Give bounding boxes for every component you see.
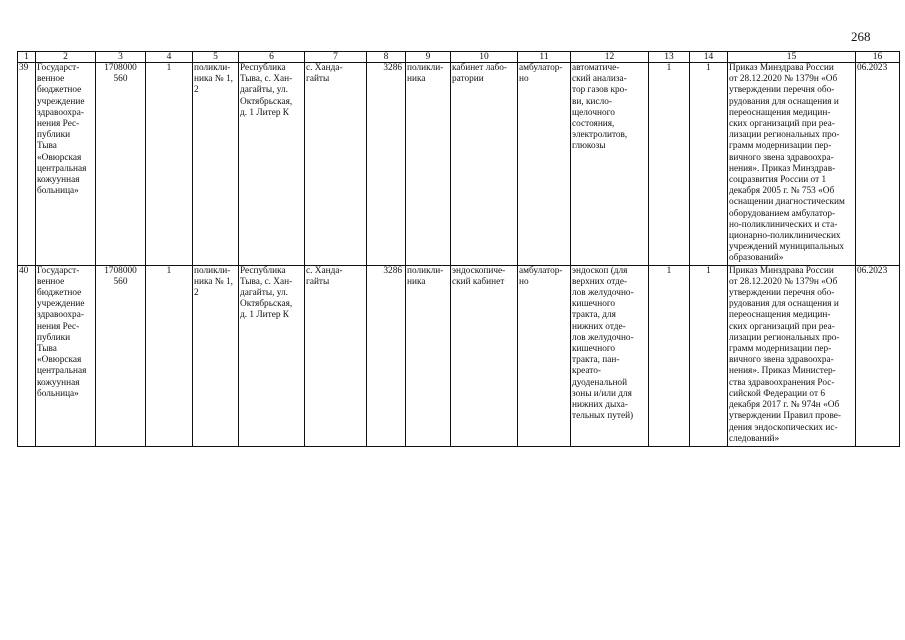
delivery-date: 06.2023 (857, 265, 888, 276)
quantity-required: 1 (666, 265, 672, 276)
table-row (18, 63, 900, 266)
column-header: 5 (193, 52, 239, 63)
population: 3286 (383, 63, 402, 73)
organization-name: Государст- венное бюджетное учреждение здравоохра- нения Рес- публики Тыва «Овюрская центральная кожуунная больница» (37, 265, 87, 399)
organization-name: Государст- венное бюджетное учреждение здравоохра- нения Рес- публики Тыва «Овюрская центральная кожуунная больница» (37, 63, 87, 197)
column-header: 3 (96, 52, 146, 63)
page-number: 268 (851, 29, 871, 44)
column-header: 12 (571, 52, 649, 63)
column-header: 4 (146, 52, 193, 63)
table-row (18, 265, 900, 446)
care-conditions: амбулатор- но (519, 63, 563, 85)
organization-code: 1708000 560 (104, 63, 137, 85)
settlement: с. Ханда- гайты (306, 63, 343, 85)
column-header: 11 (518, 52, 571, 63)
column-header: 9 (406, 52, 451, 63)
subdivision: поликли- ника № 1, 2 (194, 63, 233, 96)
column-header: 8 (367, 52, 406, 63)
regulatory-basis: Приказ Минздрава России от 28.12.2020 № 1379н «Об утверждении перечня обо- рудования для оснащения и переоснащения медицин- ских организаций при реа- лизации региональных про- грамм модернизации пер- вичного звена здравоохра- нения». Приказ Минздрав- соцразвития России от 1 декабря 2005 г. № 753 «Об оснащении диагностическим оборудованием амбулатор- но-поликлинических и ста- ционарно-поликлинических учреждений муниципальных образований» (729, 63, 845, 264)
address: Республика Тыва, с. Хан- дагайты, ул. Октябрьская, д. 1 Литер К (240, 265, 293, 321)
care-conditions: амбулатор- но (519, 265, 563, 287)
facility-type: поликли- ника (407, 63, 444, 85)
quantity-planned: 1 (706, 63, 711, 73)
column-header: 6 (239, 52, 305, 63)
facility-type: поликли- ника (407, 265, 444, 287)
column-number-row (18, 52, 900, 63)
quantity-planned: 1 (706, 265, 711, 276)
regulatory-basis: Приказ Минздрава России от 28.12.2020 № 1379н «Об утверждении перечня обо- рудования для оснащения и переоснащения медицин- ских организаций при реа- лизации региональных про- грамм модернизации пер- вичного звена здравоохра- нения». Приказ Министер- ства здравоохранения Рос- сийской Федерации от 6 декабря 2017 г. № 974н «Об утверждении Правил прове- дения эндоскопических ис- следований» (729, 265, 841, 444)
column-header: 2 (36, 52, 96, 63)
population: 3286 (383, 265, 402, 276)
equipment-name: эндоскоп (для верхних отде- лов желудочно- кишечного тракта, для нижних отде- лов желудочно- кишечного тракта, пан- креато- дуоденальной зоны и/или для нижних дыха- тельных путей) (572, 265, 634, 422)
column-header: 15 (728, 52, 856, 63)
column-header: 14 (690, 52, 728, 63)
row-number: 40 (19, 265, 29, 276)
address: Республика Тыва, с. Хан- дагайты, ул. Октябрьская, д. 1 Литер К (240, 63, 293, 118)
column-header: 16 (856, 52, 900, 63)
row-number: 39 (19, 63, 29, 73)
room-name: эндоскопиче- ский кабинет (452, 265, 506, 287)
column-header: 13 (649, 52, 690, 63)
quantity-required: 1 (666, 63, 672, 73)
unit-count: 1 (166, 63, 172, 73)
unit-count: 1 (166, 265, 172, 276)
delivery-date: 06.2023 (857, 63, 888, 73)
equipment-name: автоматиче- ский анализа- тор газов кро- ви, кисло- щелочного состояния, электролитов, глюкозы (572, 63, 628, 152)
subdivision: поликли- ника № 1, 2 (194, 265, 233, 299)
column-header: 7 (305, 52, 367, 63)
settlement: с. Ханда- гайты (306, 265, 343, 287)
room-name: кабинет лабо- ратории (452, 63, 507, 85)
organization-code: 1708000 560 (104, 265, 137, 287)
equipment-table (17, 51, 900, 447)
column-header: 10 (451, 52, 518, 63)
column-header: 1 (18, 52, 36, 63)
